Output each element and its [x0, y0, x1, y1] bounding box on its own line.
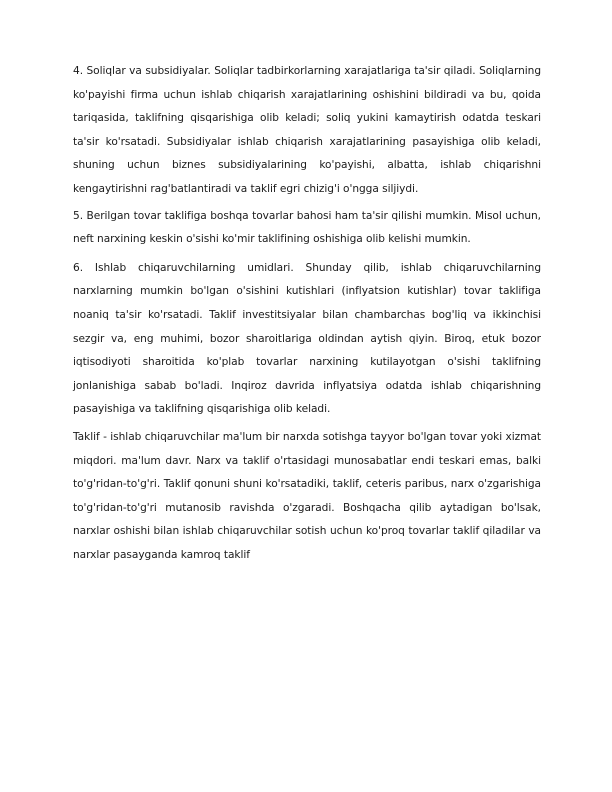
document-page: [73, 60, 541, 571]
paragraph-taxes-subsidies: 4. Soliqlar va subsidiyalar. Soliqlar tadbirkorlarning xarajatlariga ta'sir qiladi. Soliqlarning ko'payishi firma uchun ishlab chiqarish xarajatlarining oshishini bildiradi va bu, qoida tariqasida, taklifning qisqarishiga olib keladi; soliq yukini kamaytirish odatda teskari ta'sir ko'rsatadi. Subsidiyalar ishlab chiqarish xarajatlarining pasayishiga olib keladi, shuning uchun biznes subsidiyalarining ko'payishi, albatta, ishlab chiqarishni kengaytirishni rag'batlantiradi va taklif egri chizig'i o'ngga siljiydi.: [73, 65, 541, 195]
paragraph-producer-expectations: 6. Ishlab chiqaruvchilarning umidlari. Shunday qilib, ishlab chiqaruvchilarning narxlarning mumkin bo'lgan o'sishini kutishlari (inflyatsion kutishlar) tovar taklifiga noaniq ta'sir ko'rsatadi. Taklif investitsiyalar bilan chambarchas bog'liq va ikkinchisi sezgir va, eng muhimi, bozor sharoitlariga oldindan aytish qiyin. Biroq, etuk bozor iqtisodiyoti sharoitida ko'plab tovarlar narxining kutilayotgan o'sishi taklifning jonlanishiga sabab bo'ladi. Inqiroz davrida inflyatsiya odatda ishlab chiqarishning pasayishiga va taklifning qisqarishiga olib keladi.: [73, 261, 541, 416]
paragraph-other-goods-prices: 5. Berilgan tovar taklifiga boshqa tovarlar bahosi ham ta'sir qilishi mumkin. Misol uchun, neft narxining keskin o'sishi ko'mir taklifining oshishiga olib kelishi mumkin.: [73, 209, 541, 246]
paragraph-supply-definition: Taklif - ishlab chiqaruvchilar ma'lum bir narxda sotishga tayyor bo'lgan tovar yoki xizmat miqdori. ma'lum davr. Narx va taklif o'rtasidagi munosabatlar endi teskari emas, balki to'g'ridan-to'g'ri. Taklif qonuni shuni ko'rsatadiki, taklif, ceteris paribus, narx o'zgarishiga to'g'ridan-to'g'ri mutanosib ravishda o'zgaradi. Boshqacha qilib aytadigan bo'lsak, narxlar oshishi bilan ishlab chiqaruvchilar sotish uchun ko'proq tovarlar taklif qiladilar va narxlar pasayganda kamroq taklif: [73, 430, 541, 561]
